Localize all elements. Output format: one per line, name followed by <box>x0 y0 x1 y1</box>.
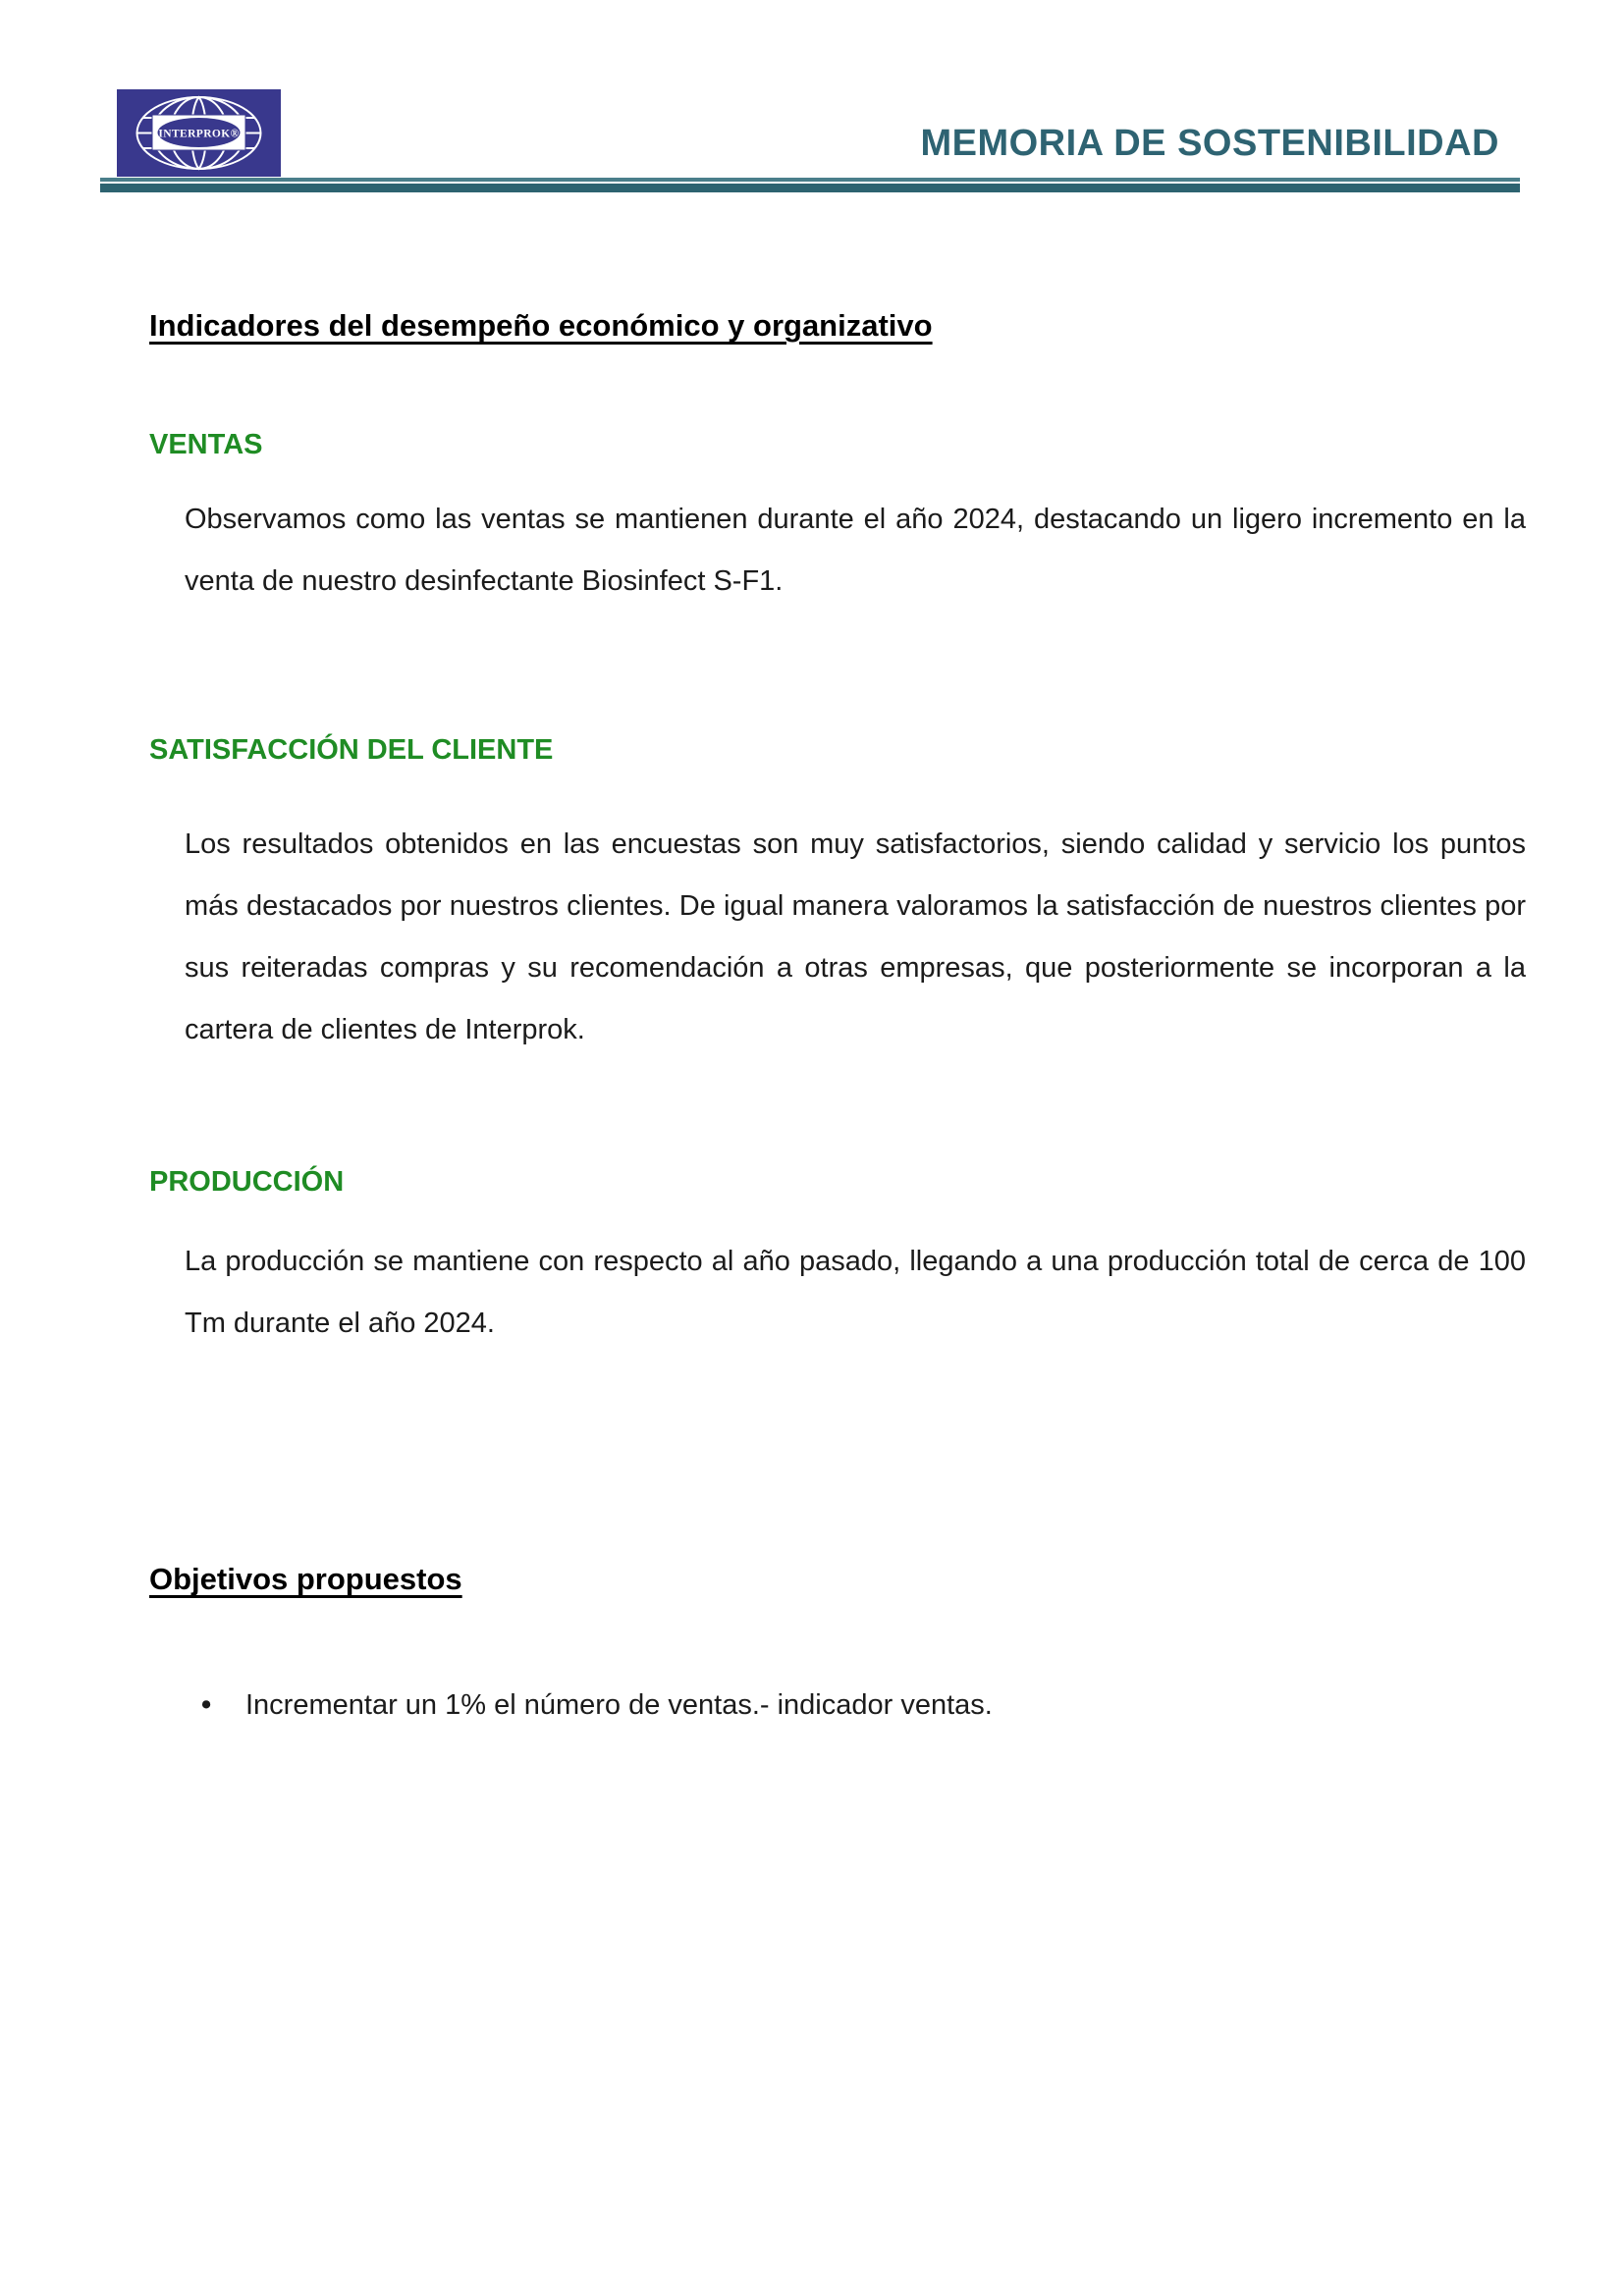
bullet-text: Incrementar un 1% el número de ventas.- indicador ventas. <box>245 1689 993 1721</box>
bullet-icon: • <box>201 1689 212 1721</box>
header-divider <box>100 178 1520 192</box>
section-heading-objetivos: Objetivos propuestos <box>149 1562 462 1596</box>
interprok-logo <box>117 89 281 177</box>
paragraph-satisfaccion: Los resultados obtenidos en las encuestas son muy satisfactorios, siendo calidad y servicio los puntos más destacados por nuestros clientes. De igual manera valoramos la satisfacción de nuestros clientes por sus reiteradas compras y su recomendación a otras empresas, que posteriormente se incorporan a la cartera de clientes de Interprok. <box>185 828 1526 1045</box>
document-title: MEMORIA DE SOSTENIBILIDAD <box>920 123 1499 164</box>
paragraph-produccion: La producción se mantiene con respecto al año pasado, llegando a una producción total de cerca de 100 Tm durante el año 2024. <box>185 1246 1526 1339</box>
subsection-heading-ventas: VENTAS <box>149 429 263 460</box>
header-divider-thick-line <box>100 184 1520 192</box>
globe-logo-icon <box>117 89 281 177</box>
paragraph-ventas: Observamos como las ventas se mantienen durante el año 2024, destacando un ligero incremento en la venta de nuestro desinfectante Biosinfect S-F1. <box>185 504 1526 597</box>
logo-text: INTERPROK® <box>158 128 240 140</box>
subsection-heading-produccion: PRODUCCIÓN <box>149 1166 345 1198</box>
section-heading-indicadores: Indicadores del desempeño económico y organizativo <box>149 308 933 343</box>
list-item <box>201 1675 1497 1736</box>
subsection-heading-satisfaccion: SATISFACCIÓN DEL CLIENTE <box>149 734 554 766</box>
